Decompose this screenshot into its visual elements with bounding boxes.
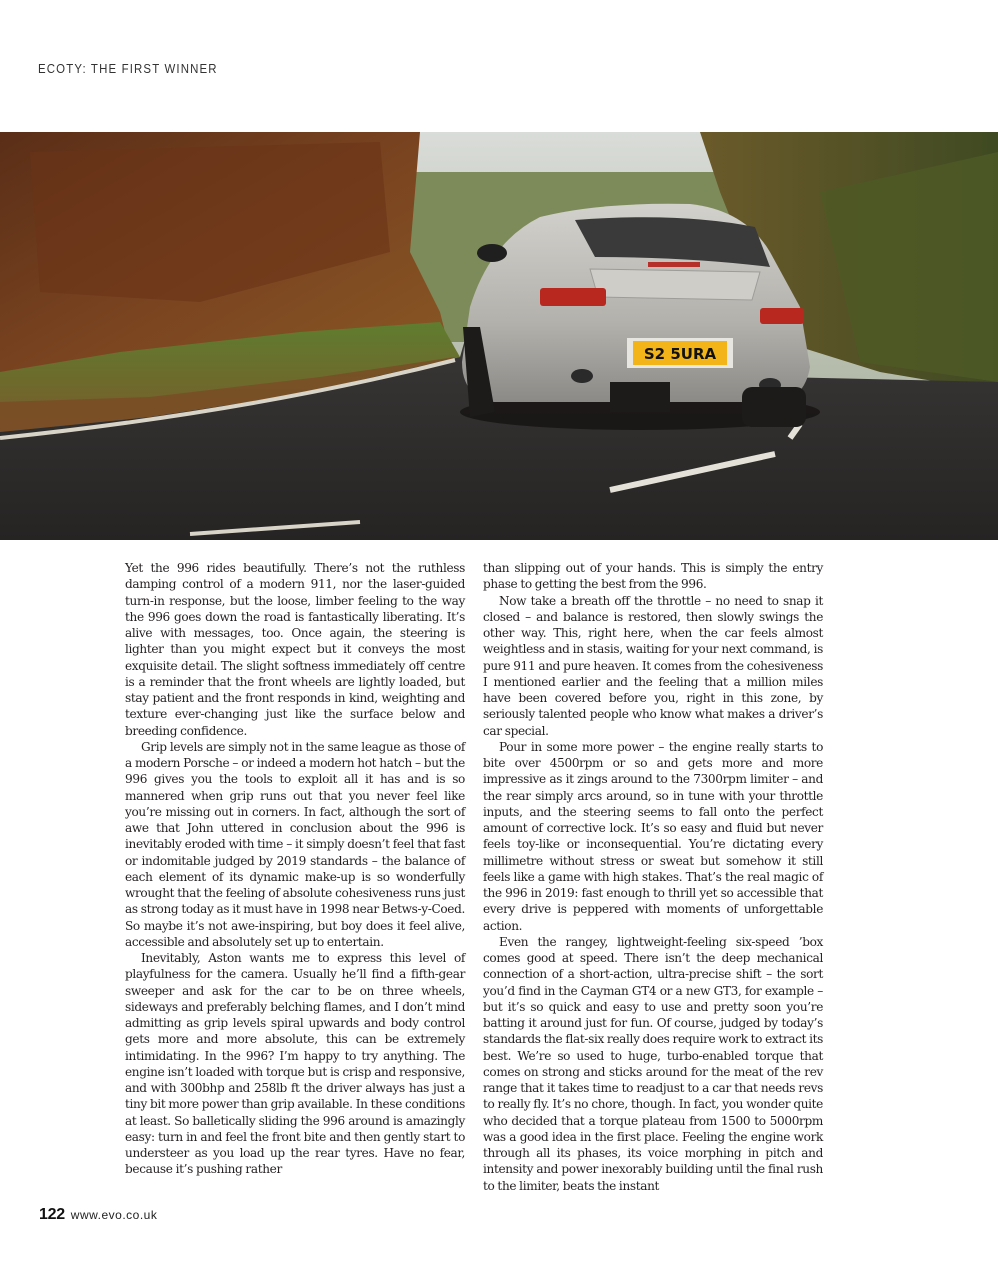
paragraph: Grip levels are simply not in the same league as those of a modern Porsche – or indeed a modern hot hatch – but the 996 gives you the tools to exploit all it has and is so mannered when grip runs out that you never feel like you’re missing out in corners. In fact, although the sort of awe that John uttered in conclusion about the 996 is inevitably eroded with time – it simply doesn’t feel that fast or indomitable judged by 2019 standards – the balance of each element of its dynamic make-up is so wonderfully wrought that the feeling of absolute cohesiveness runs just as strong today as it must have in 1998 near Betws-y-Coed. So maybe it’s not awe-inspiring, but boy does it feel alive, accessible and absolutely set up to entertain. [125,739,465,949]
paragraph: Yet the 996 rides beautifully. There’s not the ruthless damping control of a modern 911, nor the laser-guided turn-in response, but the loose, limber feeling to the way the 996 goes down the road is fantastically liberating. It’s alive with messages, too. Once again, the steering is lighter than you might expect but it conveys the most exquisite detail. The slight softness immediately off centre is a reminder that the front wheels are lightly loaded, but stay patient and the front responds in kind, weighting and texture ever-changing just like the surface below and breeding confidence. [125,561,465,738]
article-body [125,560,823,1194]
article-column-left [125,560,465,1194]
website-url: www.evo.co.uk [70,1208,158,1222]
page-footer [39,1206,157,1224]
porsche-photo-illustration [0,132,998,540]
paragraph: Inevitably, Aston wants me to express this level of playfulness for the camera. Usually he’ll find a fifth-gear sweeper and ask for the car to be on three wheels, sideways and preferably belching flames, and I don’t mind admitting as grip levels spiral upwards and body control gets more and more absolute, this can be extremely intimidating. In the 996? I’m happy to try anything. The engine isn’t loaded with torque but is crisp and responsive, and with 300bhp and 258lb ft the driver always has just a tiny bit more power than grip available. In these conditions at least. So balletically sliding the 996 around is amazingly easy: turn in and feel the front bite and then gently start to understeer as you load up the rear tyres. Have no fear, because it’s pushing rather [125,951,465,1177]
paragraph: Pour in some more power – the engine really starts to bite over 4500rpm or so and gets more and more impressive as it zings around to the 7300rpm limiter – and the rear simply arcs around, so in tune with your throttle inputs, and the steering seems to fall onto the perfect amount of corrective lock. It’s so easy and fluid but never feels toy-like or inconsequential. You’re dictating every millimetre without stress or sweat but somehow it still feels like a game with high stakes. That’s the real magic of the 996 in 2019: fast enough to thrill yet so accessible that every drive is peppered with moments of unforgettable action. [483,739,823,933]
hero-photo [0,132,998,540]
paragraph: than slipping out of your hands. This is simply the entry phase to getting the best from the 996. [483,561,823,592]
article-column-right [483,560,823,1194]
paragraph: Now take a breath off the throttle – no need to snap it closed – and balance is restored, then slowly swings the other way. This, right here, when the car feels almost weightless and in stasis, waiting for your next command, is pure 911 and pure heaven. It comes from the cohesiveness I mentioned earlier and the feeling that a million miles have been covered before you, right in this zone, by seriously talented people who know what makes a driver’s car special. [483,593,823,738]
section-label: ECOTY: THE FIRST WINNER [38,61,218,76]
paragraph: Even the rangey, lightweight-feeling six-speed ’box comes good at speed. There isn’t the deep mechanical connection of a short-action, ultra-precise shift – the sort you’d find in the Cayman GT4 or a new GT3, for example – but it’s so quick and easy to use and pretty soon you’re batting it around just for fun. Of course, judged by today’s standards the flat-six really does require work to extract its best. We’re so used to huge, turbo-enabled torque that comes on strong and sticks around for the meat of the rev range that it takes time to readjust to a car that needs revs to really fly. It’s no chore, though. In fact, you wonder quite who decided that a torque plateau from 1500 to 5000rpm was a good idea in the first place. Feeling the engine work through all its phases, its voice morphing in pitch and intensity and power inexorably building until the final rush to the limiter, beats the instant [483,934,824,1193]
svg-text:S2 5URA: S2 5URA [643,345,717,363]
page-number: 122 [39,1206,65,1223]
